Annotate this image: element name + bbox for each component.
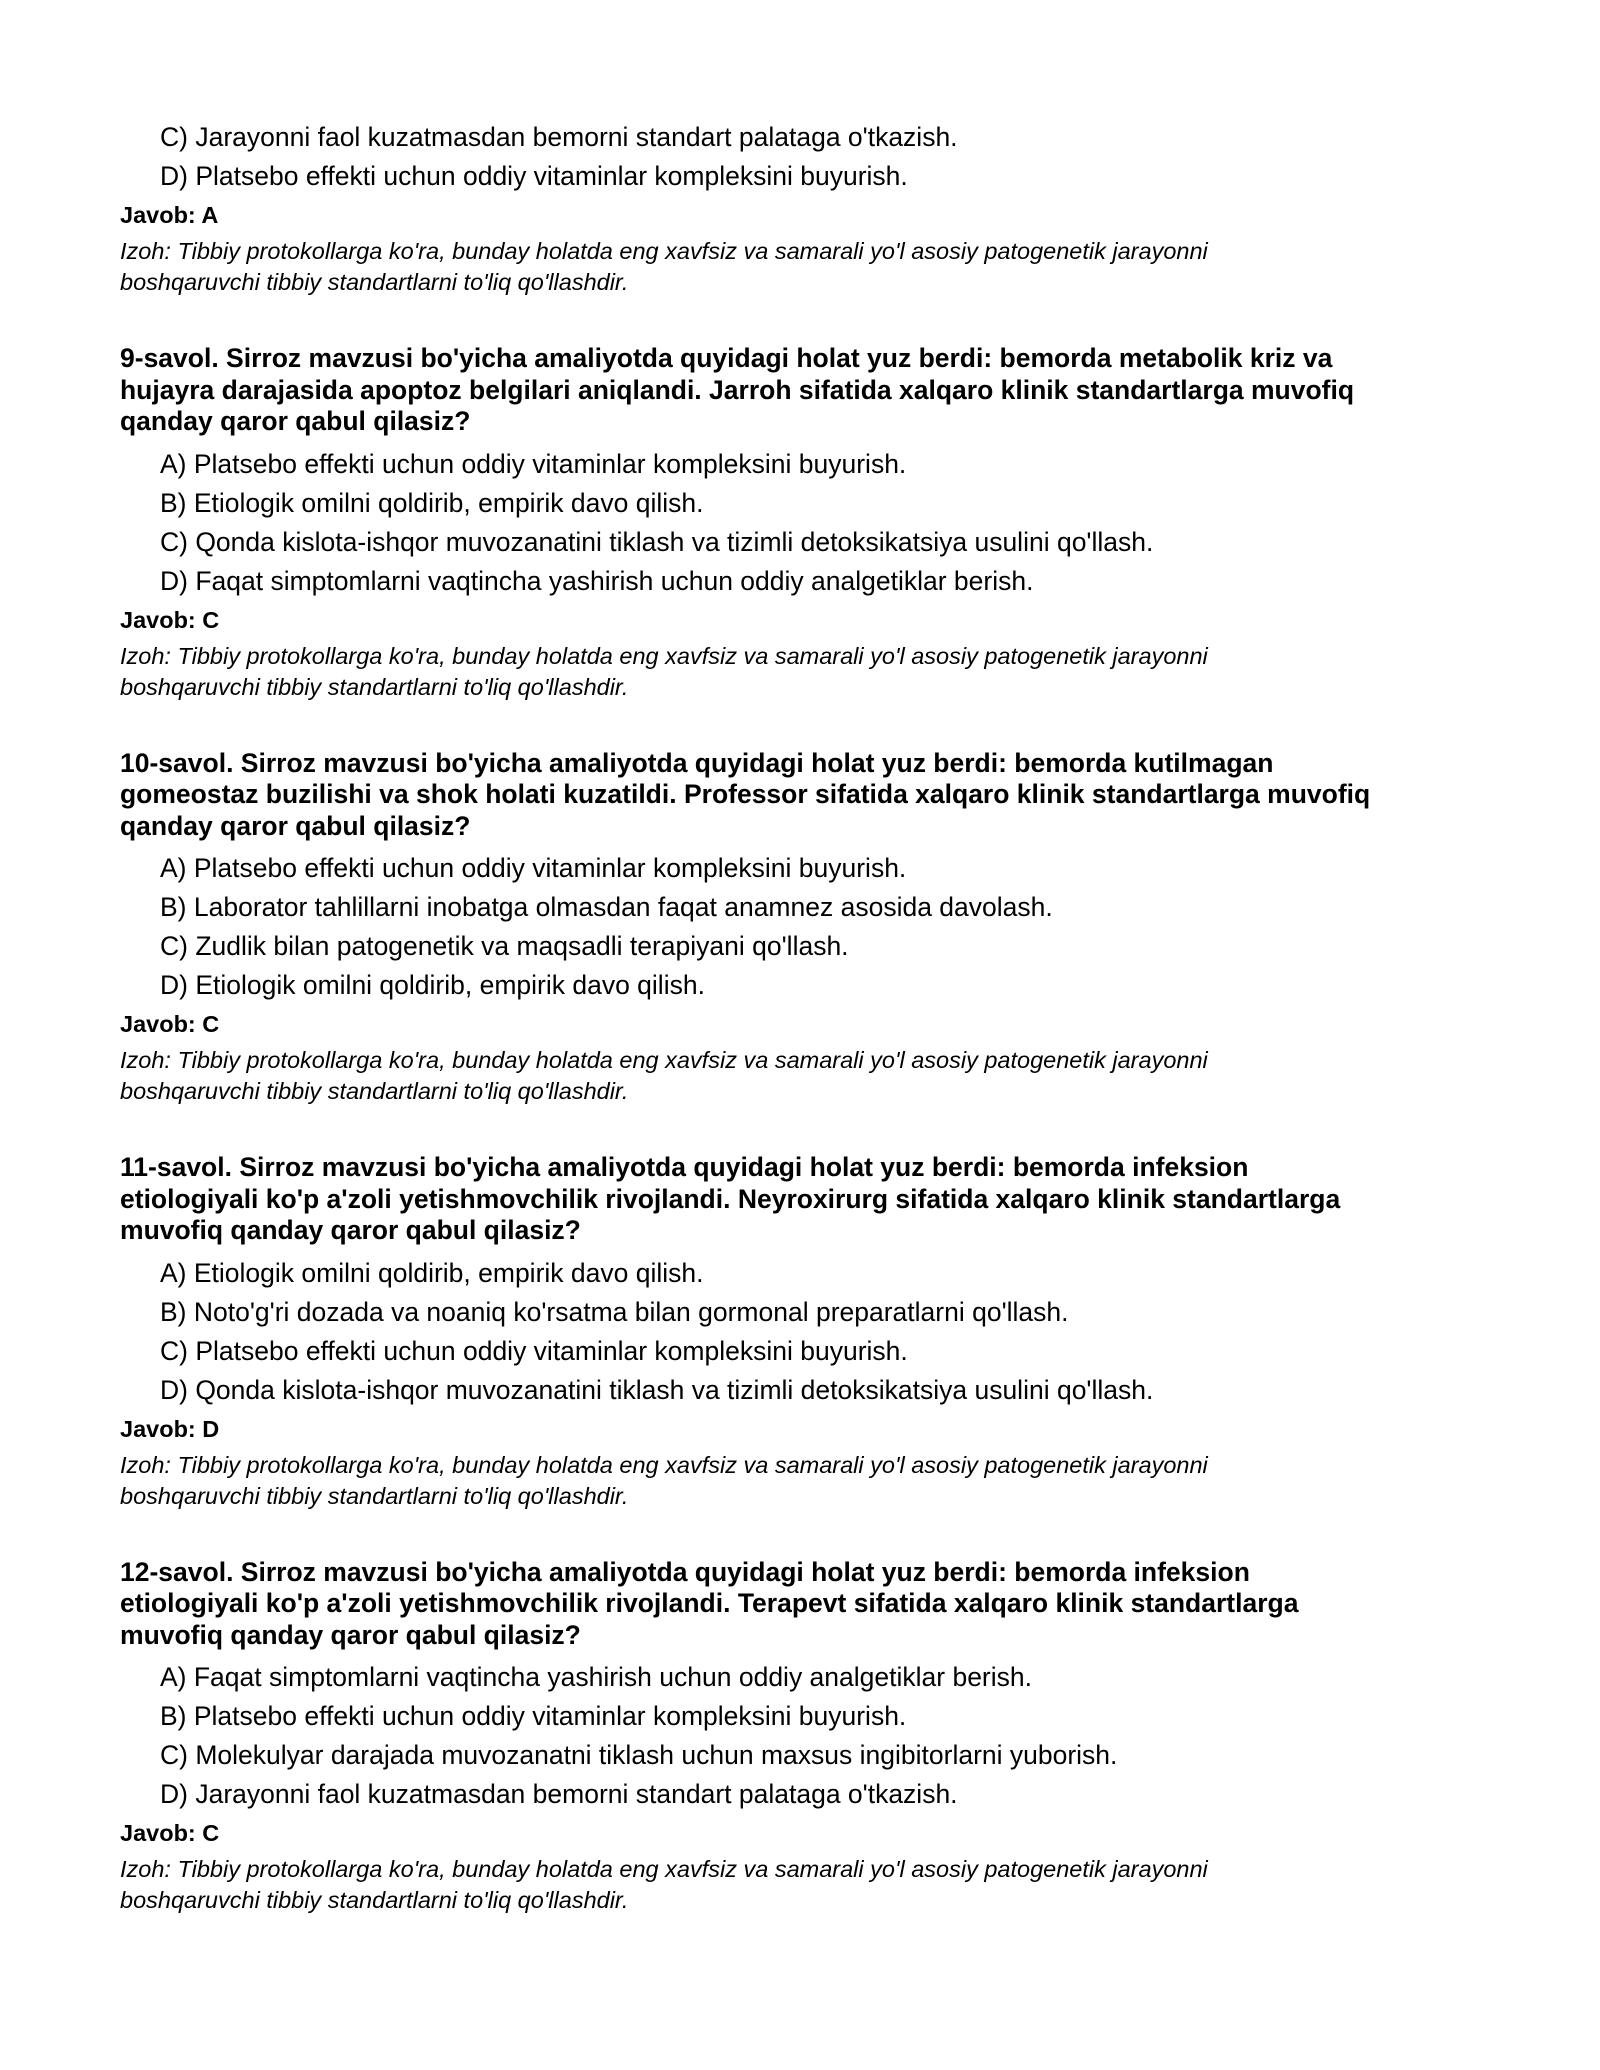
note-line: boshqaruvchi tibbiy standartlarni to'liq qo'llashdir. — [120, 269, 629, 295]
note-line: boshqaruvchi tibbiy standartlarni to'liq qo'llashdir. — [120, 1482, 629, 1509]
question-line: 10-savol. Sirroz mavzusi bo'yicha amaliyotda quyidagi holat yuz berdi: bemorda kutilmagan — [120, 747, 1274, 778]
answer-option-a: A) Faqat simptomlarni vaqtincha yashirish uchun oddiy analgetiklar berish. — [160, 1662, 1032, 1692]
explanation-note — [120, 1854, 1500, 1916]
explanation-note — [120, 1450, 1500, 1512]
answer-option-d: D) Faqat simptomlarni vaqtincha yashirish uchun oddiy analgetiklar berish. — [160, 565, 1034, 596]
note-line: Izoh: Tibbiy protokollarga ko'ra, bunday holatda eng xavfsiz va samarali yo'l asosiy patogenetik jarayonni — [120, 1856, 1208, 1882]
correct-answer: Javob: C — [120, 606, 220, 633]
question-line: qanday qaror qabul qilasiz? — [120, 406, 471, 436]
note-line: boshqaruvchi tibbiy standartlarni to'liq qo'llashdir. — [120, 673, 629, 700]
answer-option-a: A) Platsebo effekti uchun oddiy vitaminlar kompleksini buyurish. — [160, 448, 907, 479]
question-9 — [120, 343, 1500, 703]
note-line: Izoh: Tibbiy protokollarga ko'ra, bunday holatda eng xavfsiz va samarali yo'l asosiy patogenetik jarayonni — [120, 1451, 1208, 1478]
correct-answer: Javob: C — [120, 1011, 220, 1037]
question-line: etiologiyali ko'p a'zoli yetishmovchilik rivojlandi. Terapevt sifatida xalqaro klinik standartlarga — [120, 1588, 1299, 1618]
note-line: boshqaruvchi tibbiy standartlarni to'liq qo'llashdir. — [120, 1078, 629, 1104]
document-page — [120, 118, 1500, 1916]
correct-answer: Javob: A — [120, 202, 219, 228]
answer-option-c: C) Platsebo effekti uchun oddiy vitaminlar kompleksini buyurish. — [160, 1335, 908, 1366]
answer-option-b: B) Laborator tahlillarni inobatga olmasdan faqat anamnez asosida davolash. — [160, 892, 1053, 922]
question-text — [120, 343, 1500, 438]
answer-option-d: D) Etiologik omilni qoldirib, empirik davo qilish. — [160, 970, 705, 1000]
question-line: qanday qaror qabul qilasiz? — [120, 810, 471, 841]
explanation-note — [120, 236, 1500, 298]
question-text — [120, 1152, 1500, 1247]
question-line: muvofiq qanday qaror qabul qilasiz? — [120, 1619, 581, 1650]
question-12 — [120, 1557, 1500, 1917]
question-line: muvofiq qanday qaror qabul qilasiz? — [120, 1215, 581, 1245]
question-line: 11-savol. Sirroz mavzusi bo'yicha amaliyotda quyidagi holat yuz berdi: bemorda infeksion — [120, 1152, 1249, 1182]
note-line: Izoh: Tibbiy protokollarga ko'ra, bunday holatda eng xavfsiz va samarali yo'l asosiy patogenetik jarayonni — [120, 642, 1208, 669]
answer-option-c: C) Zudlik bilan patogenetik va maqsadli terapiyani qo'llash. — [160, 931, 849, 961]
explanation-note — [120, 1045, 1500, 1107]
question-line: 12-savol. Sirroz mavzusi bo'yicha amaliyotda quyidagi holat yuz berdi: bemorda infeksion — [120, 1556, 1250, 1587]
answer-option-b: B) Etiologik omilni qoldirib, empirik davo qilish. — [160, 487, 704, 518]
answer-option-a: A) Etiologik omilni qoldirib, empirik davo qilish. — [160, 1257, 704, 1288]
previous-question-tail — [120, 118, 1500, 298]
answer-option-c: C) Molekulyar darajada muvozanatni tiklash uchun maxsus ingibitorlarni yuborish. — [160, 1740, 1118, 1770]
question-11 — [120, 1152, 1500, 1512]
note-line: Izoh: Tibbiy protokollarga ko'ra, bunday holatda eng xavfsiz va samarali yo'l asosiy patogenetik jarayonni — [120, 1047, 1208, 1073]
answer-option-d: D) Jarayonni faol kuzatmasdan bemorni standart palataga o'tkazish. — [160, 1779, 958, 1809]
answer-option-a: A) Platsebo effekti uchun oddiy vitaminlar kompleksini buyurish. — [160, 853, 907, 883]
answer-option-d: D) Qonda kislota-ishqor muvozanatini tiklash va tizimli detoksikatsiya usulini qo'llash. — [160, 1374, 1154, 1405]
note-line: Izoh: Tibbiy protokollarga ko'ra, bunday holatda eng xavfsiz va samarali yo'l asosiy patogenetik jarayonni — [120, 238, 1208, 264]
correct-answer: Javob: C — [120, 1820, 220, 1846]
answer-option-c: C) Qonda kislota-ishqor muvozanatini tiklash va tizimli detoksikatsiya usulini qo'llash. — [160, 526, 1154, 557]
question-10 — [120, 748, 1500, 1108]
note-line: boshqaruvchi tibbiy standartlarni to'liq qo'llashdir. — [120, 1887, 629, 1913]
question-text — [120, 748, 1500, 843]
question-line: gomeostaz buzilishi va shok holati kuzatildi. Professor sifatida xalqaro klinik standartlarga muvofiq — [120, 779, 1371, 809]
question-line: 9-savol. Sirroz mavzusi bo'yicha amaliyotda quyidagi holat yuz berdi: bemorda metabolik kriz va — [120, 343, 1333, 373]
question-line: etiologiyali ko'p a'zoli yetishmovchilik rivojlandi. Neyroxirurg sifatida xalqaro klinik standartlarga — [120, 1183, 1341, 1214]
answer-option-b: B) Noto'g'ri dozada va noaniq ko'rsatma bilan gormonal preparatlarni qo'llash. — [160, 1296, 1069, 1327]
explanation-note — [120, 641, 1500, 703]
answer-option-b: B) Platsebo effekti uchun oddiy vitaminlar kompleksini buyurish. — [160, 1701, 907, 1731]
answer-option: D) Platsebo effekti uchun oddiy vitaminlar kompleksini buyurish. — [160, 161, 908, 191]
question-line: hujayra darajasida apoptoz belgilari aniqlandi. Jarroh sifatida xalqaro klinik standartlarga muvofiq — [120, 374, 1355, 405]
answer-option: C) Jarayonni faol kuzatmasdan bemorni standart palataga o'tkazish. — [160, 122, 958, 152]
correct-answer: Javob: D — [120, 1415, 220, 1442]
question-text — [120, 1557, 1500, 1652]
